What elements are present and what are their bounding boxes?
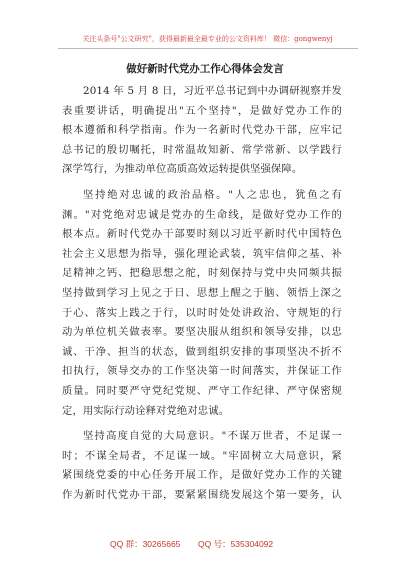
text-line: 作为新时代党办干部，要紧紧围绕发展这个第一要务，认 bbox=[62, 488, 342, 501]
header-banner: 关注头条号"公文研究"，获得最新最全最专业的公文资料库！ 微信：gongwenyj bbox=[82, 35, 333, 43]
text-line: 2014 年 5 月 8 日，习近平总书记到中办调研视察并发 bbox=[83, 85, 342, 97]
text-line: 总书记的殷切嘱托，时常温故知新、常学常新、以学践行 bbox=[62, 143, 342, 156]
text-line: 渊。"对党绝对忠诚是党办的生命线，是做好党办工作的 bbox=[62, 208, 342, 221]
document-body bbox=[62, 82, 342, 505]
qq-group-number: QQ 群：30265665 bbox=[110, 539, 181, 549]
text-line: 时；不谋全局者，不足谋一域。"牢固树立大局意识，紧 bbox=[62, 449, 342, 462]
text-line: 定，用实际行动诠释对党绝对忠诚。 bbox=[62, 404, 230, 417]
text-line: 表重要讲话，明确提出"五个坚持"，是做好党办工作的 bbox=[62, 104, 342, 117]
qq-account-number: QQ 号：535304092 bbox=[198, 539, 274, 549]
text-line: 根本点。新时代党办干部要时刻以习近平新时代中国特色 bbox=[62, 228, 342, 241]
header-divider bbox=[58, 48, 358, 49]
text-line: 社会主义思想为指导，强化理论武装，筑牢信仰之基、补 bbox=[62, 247, 342, 260]
paragraph-3 bbox=[62, 427, 342, 505]
text-line: 坚持做到学习上见之于日、思想上醒之于脑、领悟上深之 bbox=[62, 286, 342, 299]
text-line: 根本遵循和科学指南。作为一名新时代党办干部，应牢记 bbox=[62, 124, 342, 137]
footer-contact bbox=[110, 538, 310, 554]
text-line: 动为单位机关做表率。要坚决服从组织和领导安排，以忠 bbox=[62, 326, 342, 339]
text-line: 坚持绝对忠诚的政治品格。"人之忠也，犹鱼之有 bbox=[83, 188, 342, 201]
document-title: 做好新时代党办工作心得体会发言 bbox=[126, 63, 284, 75]
text-line: 诚、干净、担当的状态，做到组织安排的事项坚决不折不 bbox=[62, 345, 342, 358]
paragraph-2 bbox=[62, 186, 342, 421]
text-line: 于心、落实上践之于行，以时时处处讲政治、守规矩的行 bbox=[62, 306, 342, 319]
text-line: 紧围绕党委的中心任务开展工作，是做好党办工作的关键 bbox=[62, 469, 342, 482]
text-line: 质量。同时要严守党纪党规、严守工作纪律、严守保密规 bbox=[62, 384, 342, 397]
text-line: 深学笃行，为推动单位高质高效运转提供坚强保障。 bbox=[62, 163, 303, 176]
paragraph-1 bbox=[62, 82, 342, 180]
text-line: 坚持高度自觉的大局意识。"不谋万世者，不足谋一 bbox=[83, 430, 342, 443]
text-line: 扣执行，领导交办的工作坚决第一时间落实，并保证工作 bbox=[62, 365, 342, 378]
text-line: 足精神之钙、把稳思想之舵，时刻保持与党中央同频共振 bbox=[62, 267, 342, 280]
